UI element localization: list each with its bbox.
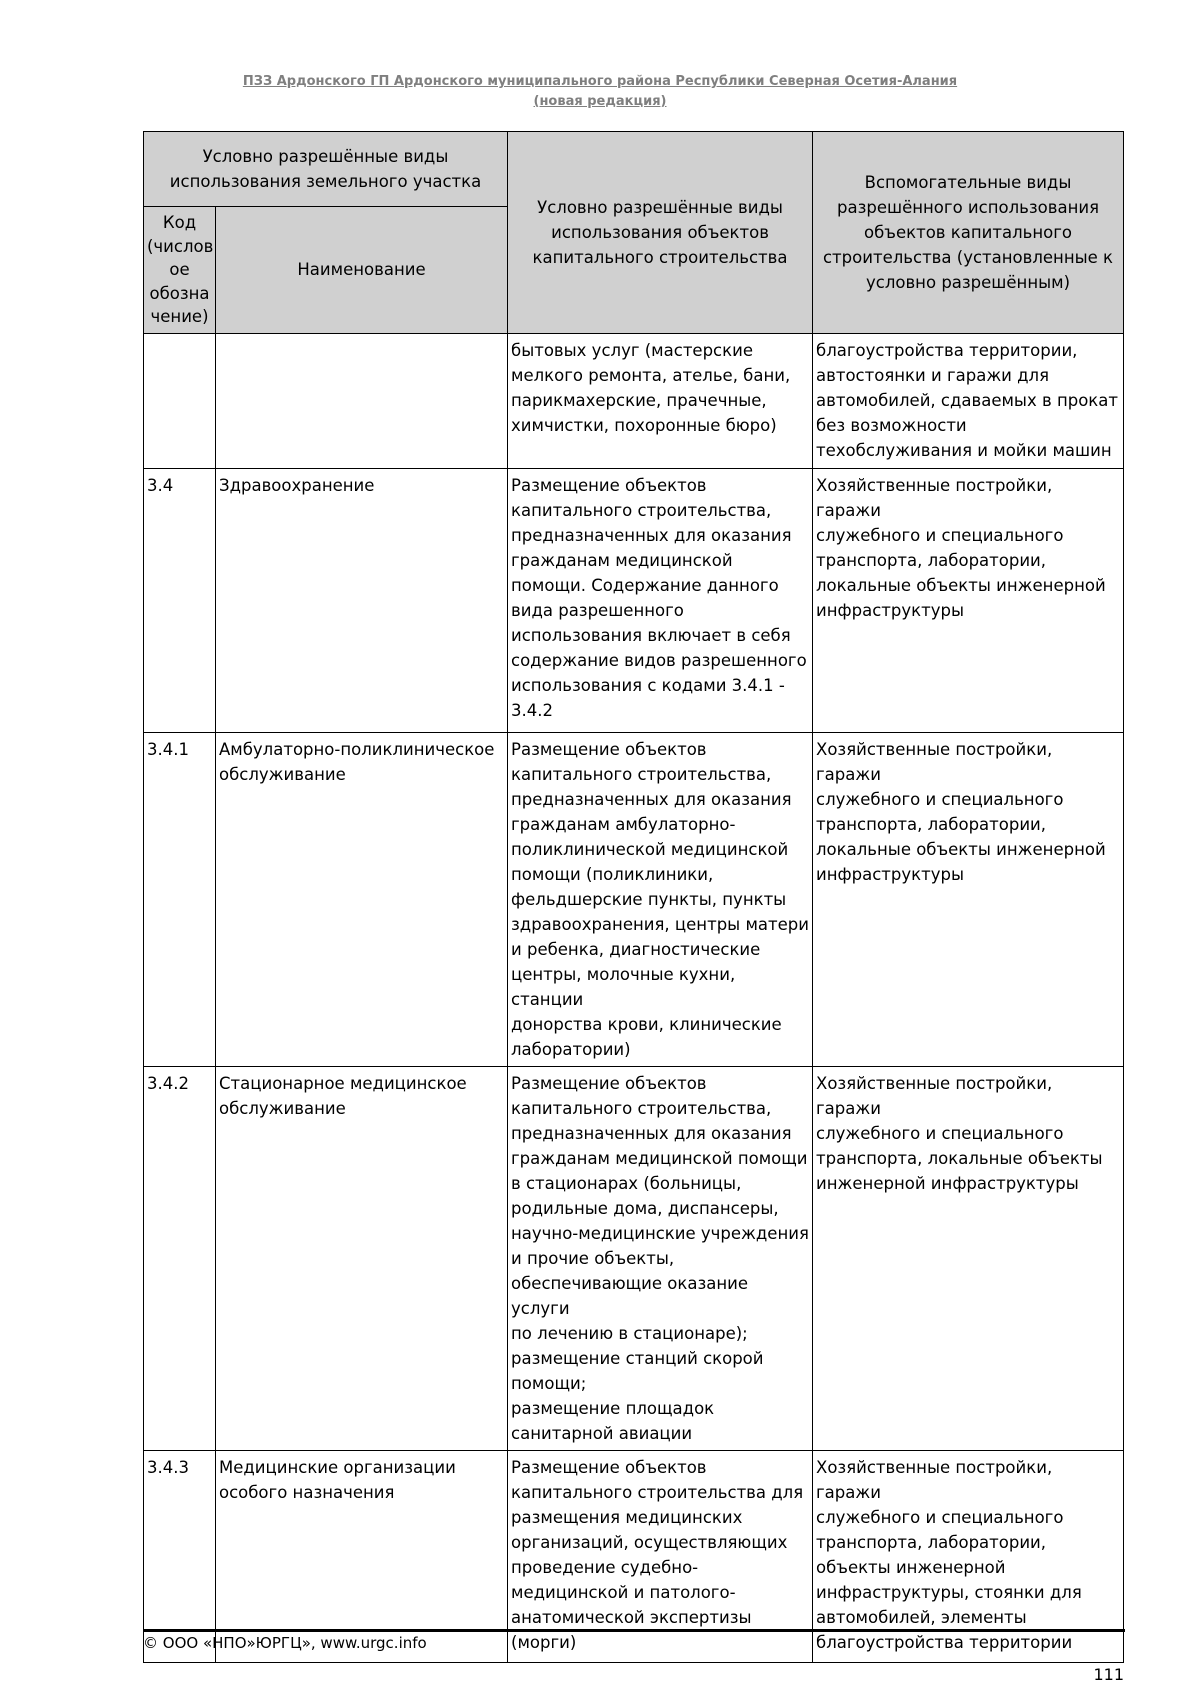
table-row [144,468,1124,732]
page-number: 111 [1093,1665,1124,1684]
cell-name: Стационарное медицинское обслуживание [216,1066,508,1450]
footer-copyright: © ООО «НПО»ЮРГЦ», www.urgc.info [143,1634,427,1652]
header-subtitle: (новая редакция) [533,94,667,109]
table-row [144,1066,1124,1450]
cell-auxiliary: Хозяйственные постройки, гаражи служебного и специального транспорта, локальные объекты инженерной инфраструктуры [813,1066,1124,1450]
cell-name: Амбулаторно-поликлиническое обслуживание [216,732,508,1066]
cell-code [144,333,216,468]
header-objects: Условно разрешённые виды использования объектов капитального строительства [508,132,813,334]
cell-auxiliary: Хозяйственные постройки, гаражи служебного и специального транспорта, лаборатории, объекты инженерной инфраструктуры, стоянки для автомобилей, элементы благоустройства территории [813,1450,1124,1662]
cell-code: 3.4.3 [144,1450,216,1662]
header-land-use-group: Условно разрешённые виды использования земельного участка [144,132,508,207]
footer-divider [143,1629,1125,1632]
cell-objects: бытовых услуг (мастерские мелкого ремонта, ателье, бани, парикмахерские, прачечные, химчистки, похоронные бюро) [508,333,813,468]
header-auxiliary: Вспомогательные виды разрешённого использования объектов капитального строительства (установленные к условно разрешённым) [813,132,1124,334]
table-row [144,732,1124,1066]
cell-auxiliary: благоустройства территории, автостоянки и гаражи для автомобилей, сдаваемых в прокат без возможности техобслуживания и мойки машин [813,333,1124,468]
document-header [0,72,1200,112]
header-title: ПЗЗ Ардонского ГП Ардонского муниципального района Республики Северная Осетия-Алания [242,74,958,89]
cell-name: Здравоохранение [216,468,508,732]
cell-objects: Размещение объектов капитального строительства, предназначенных для оказания гражданам медицинской помощи в стационарах (больницы, родильные дома, диспансеры, научно-медицинские учреждения и прочие объекты, обеспечивающие оказание услуги по лечению в стационаре); размещение станций скорой помощи; размещение площадок санитарной авиации [508,1066,813,1450]
table-header-row [144,132,1124,207]
cell-auxiliary: Хозяйственные постройки, гаражи служебного и специального транспорта, лаборатории, локальные объекты инженерной инфраструктуры [813,468,1124,732]
cell-name: Медицинские организации особого назначения [216,1450,508,1662]
cell-code: 3.4 [144,468,216,732]
cell-name [216,333,508,468]
land-use-table [143,131,1124,1663]
cell-objects: Размещение объектов капитального строительства, предназначенных для оказания гражданам медицинской помощи. Содержание данного вида разрешенного использования включает в себя содержание видов разрешенного использования с кодами 3.4.1 - 3.4.2 [508,468,813,732]
header-code: Код (числов ое обозна чение) [144,207,216,334]
cell-code: 3.4.1 [144,732,216,1066]
cell-objects: Размещение объектов капитального строительства для размещения медицинских организаций, осуществляющих проведение судебно- медицинской и патолого- анатомической экспертизы (морги) [508,1450,813,1662]
cell-auxiliary: Хозяйственные постройки, гаражи служебного и специального транспорта, лаборатории, локальные объекты инженерной инфраструктуры [813,732,1124,1066]
header-name: Наименование [216,207,508,334]
cell-objects: Размещение объектов капитального строительства, предназначенных для оказания гражданам амбулаторно- поликлинической медицинской помощи (поликлиники, фельдшерские пункты, пункты здравоохранения, центры матери и ребенка, диагностические центры, молочные кухни, станции донорства крови, клинические лаборатории) [508,732,813,1066]
table-row [144,333,1124,468]
cell-code: 3.4.2 [144,1066,216,1450]
